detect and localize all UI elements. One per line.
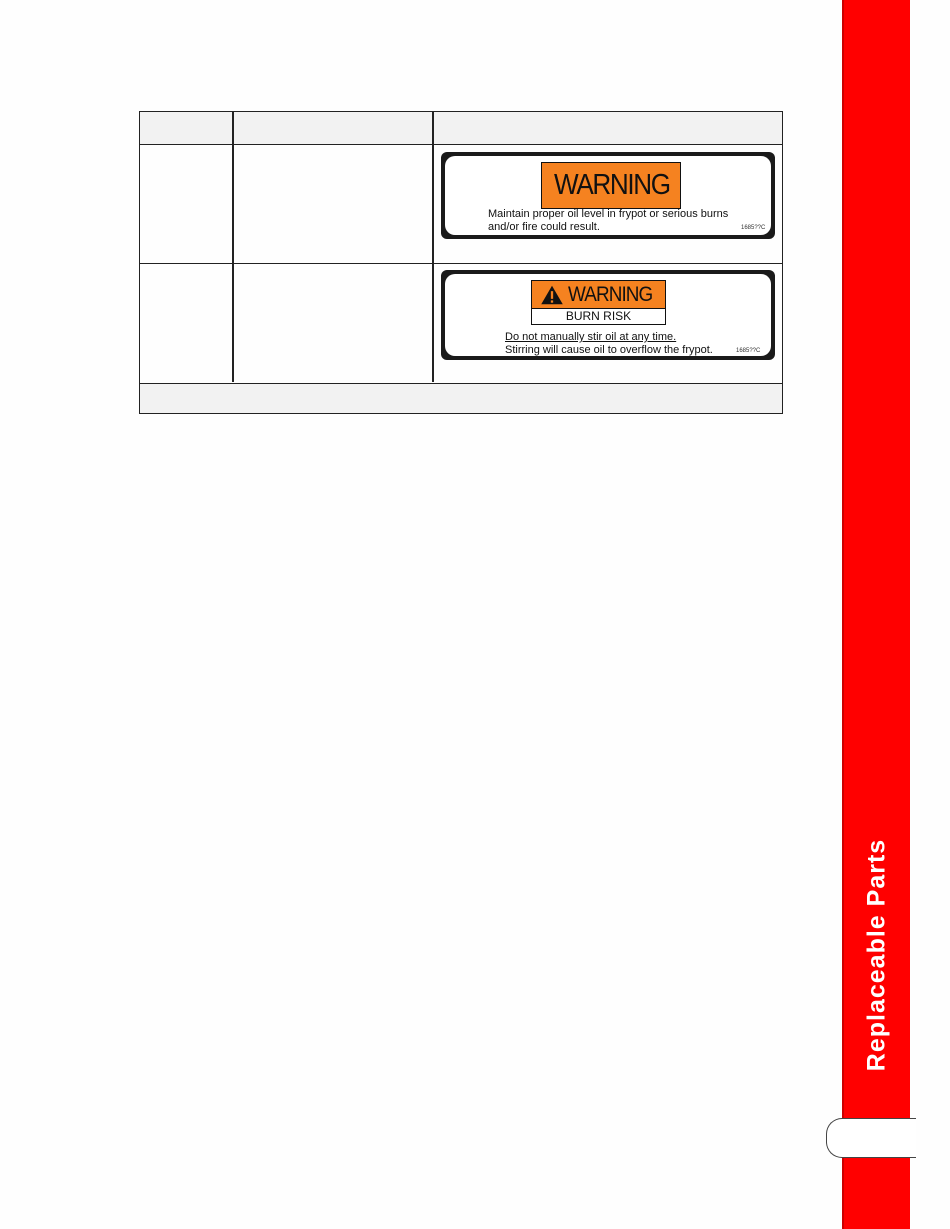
signal-word: WARNING: [568, 282, 653, 306]
hazard-label: BURN RISK: [531, 309, 666, 325]
decal-part-code: 1685??C: [736, 348, 761, 354]
page-number-tab: [826, 1118, 916, 1158]
table-header-row: [140, 112, 782, 145]
decal-part-code: 1685??C: [741, 225, 766, 231]
column-divider: [232, 112, 234, 382]
decal-message-line: and/or fire could result.: [488, 221, 600, 233]
table-footer-row: [140, 384, 782, 413]
signal-word: WARNING: [554, 169, 670, 201]
warning-decal-oil-level: [441, 152, 775, 239]
section-label: Replaceable Parts: [862, 838, 891, 1072]
warning-decal-burn-risk: [441, 270, 775, 360]
warning-triangle-icon: [540, 285, 564, 305]
warning-banner: [541, 162, 681, 209]
column-divider: [432, 112, 434, 382]
warning-banner: [531, 280, 666, 309]
decal-message-line: Maintain proper oil level in frypot or serious burns: [488, 208, 729, 220]
decal-message-line: Do not manually stir oil at any time.: [505, 331, 677, 343]
decal-message-line: Stirring will cause oil to overflow the frypot.: [505, 344, 713, 356]
